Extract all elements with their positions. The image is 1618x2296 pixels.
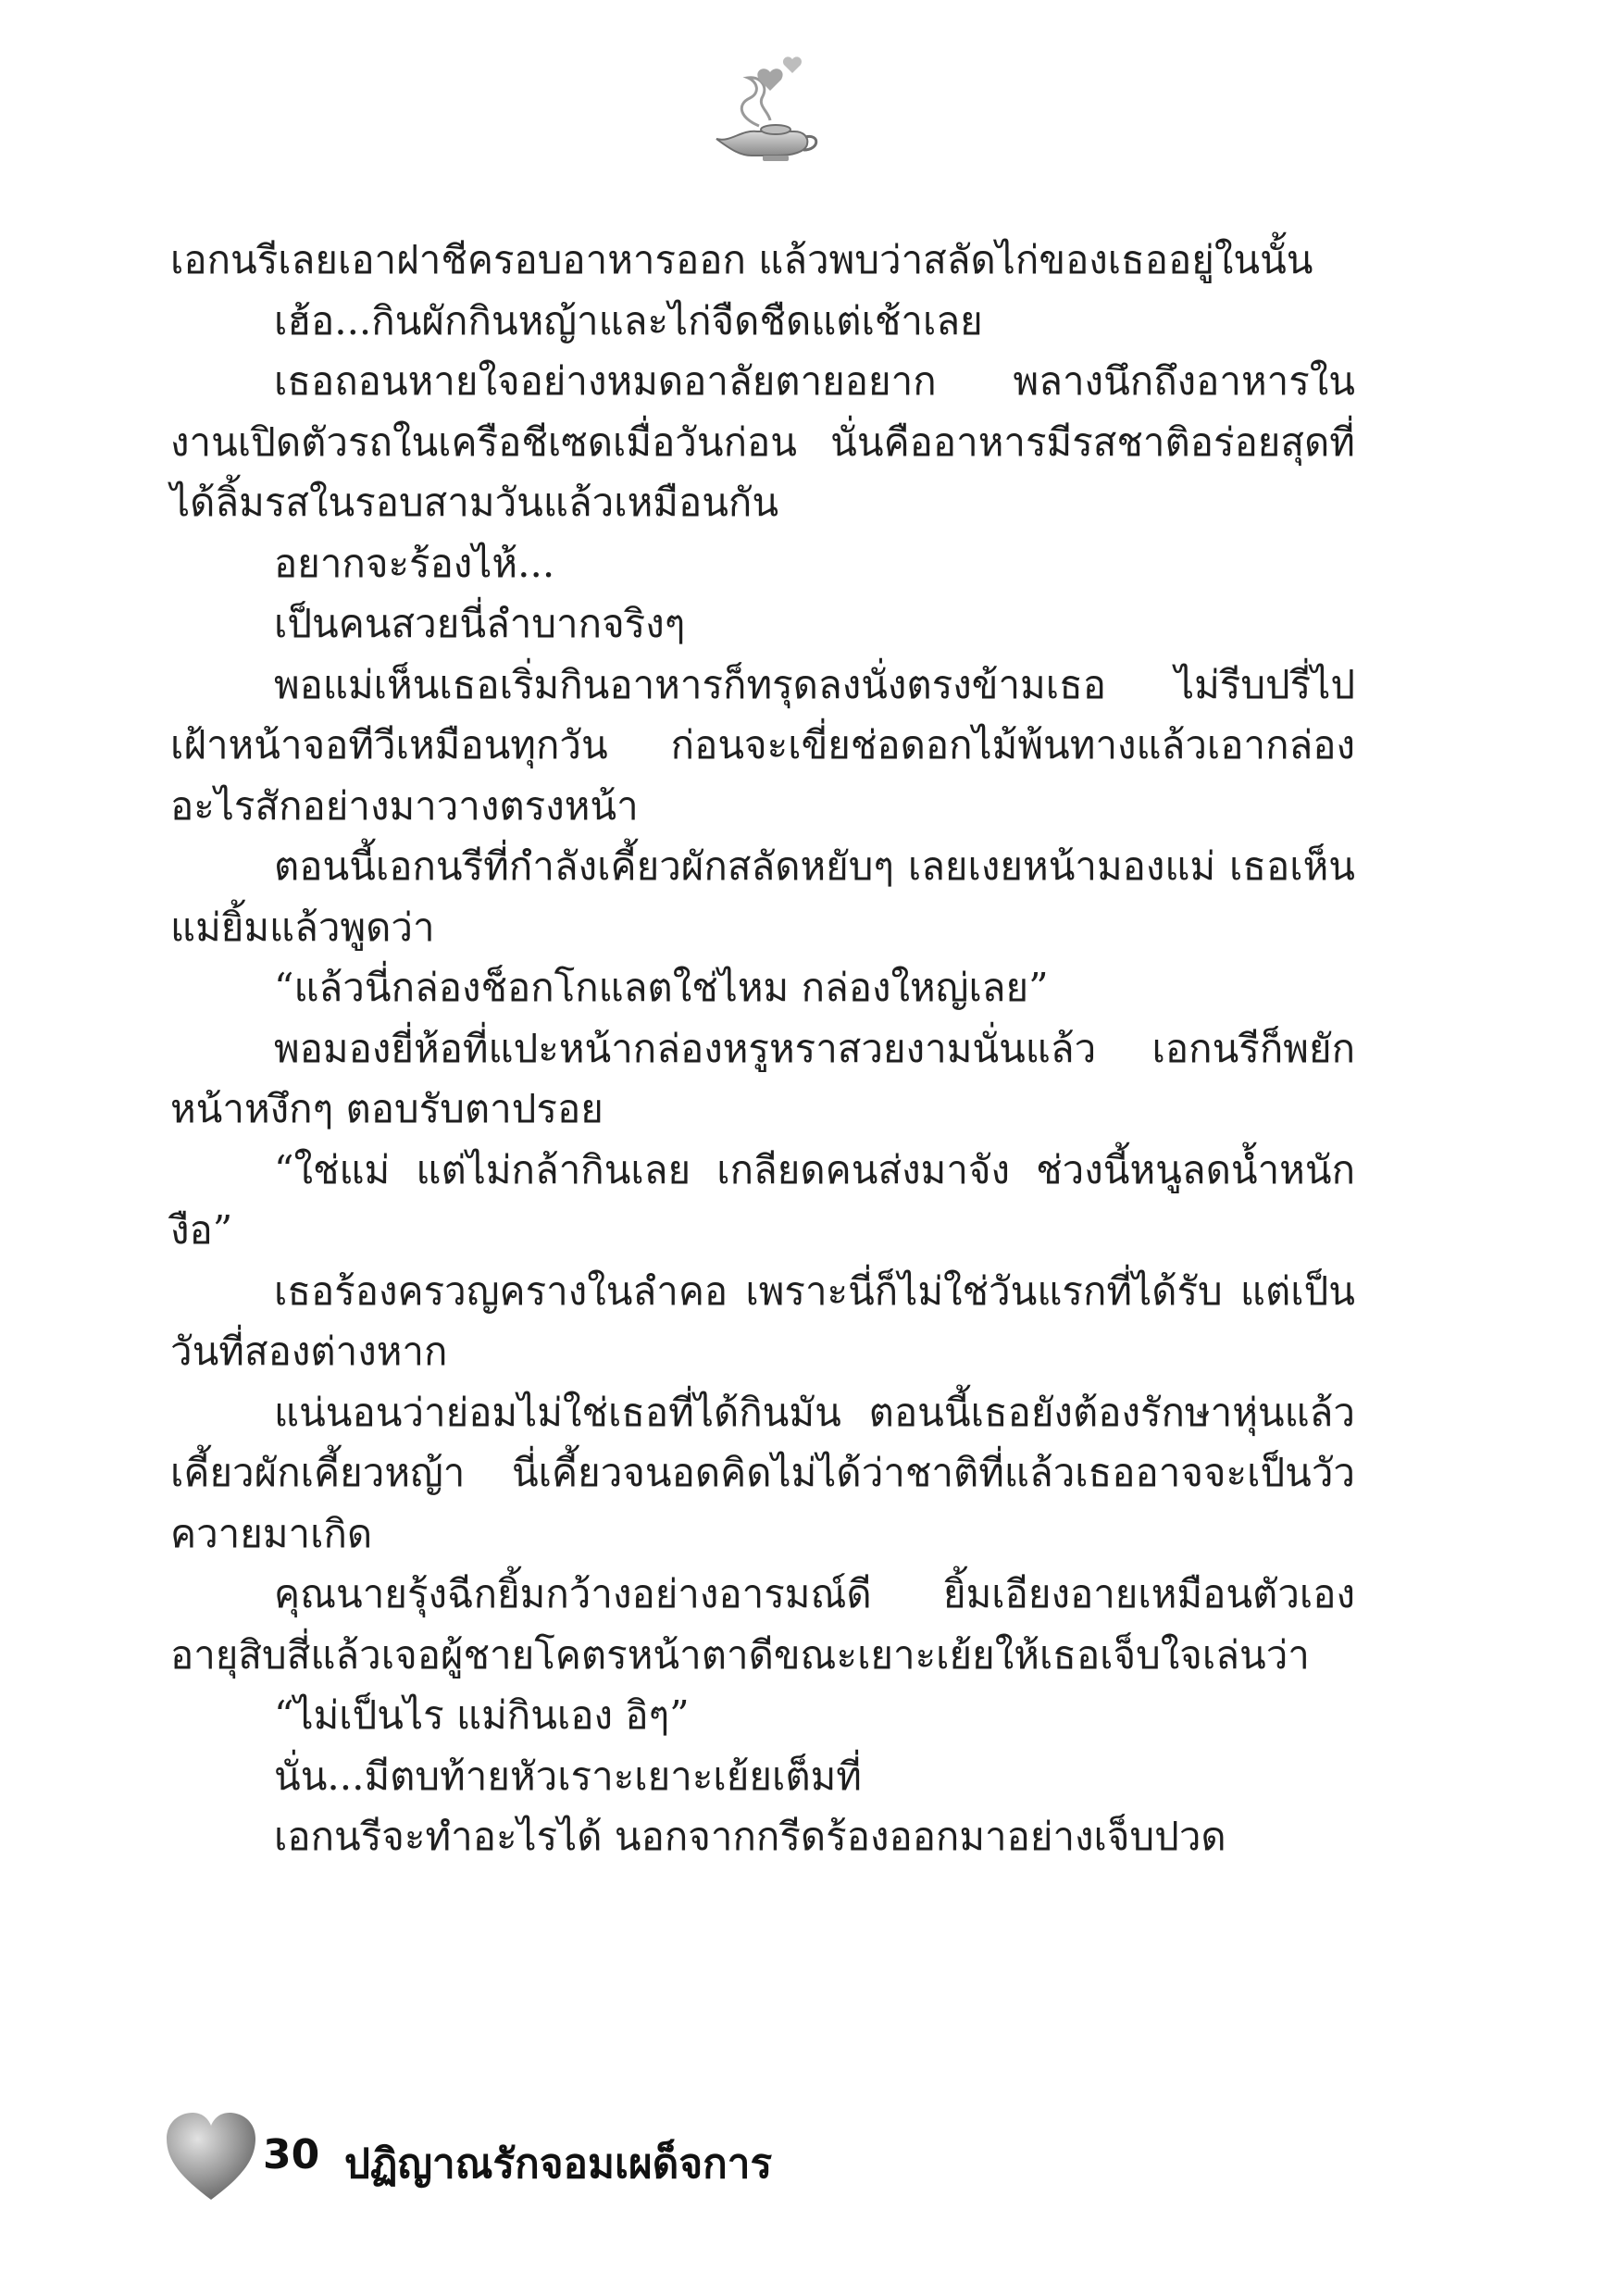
page-footer xyxy=(163,2109,1181,2211)
paragraph: เอกนรีจะทำอะไรได้ นอกจากกรีดร้องออกมาอย่างเจ็บปวด xyxy=(274,1814,1226,1859)
paragraph: เธอร้องครวญครางในลำคอ เพราะนี่ก็ไม่ใช่วันแรกที่ได้รับ แต่เป็นวันที่สองต่างหาก xyxy=(170,1267,1355,1374)
paragraph: นั่น...มีตบท้ายหัวเราะเยาะเย้ยเต็มที่ xyxy=(274,1753,862,1799)
paragraph: ตอนนี้เอกนรีที่กำลังเคี้ยวผักสลัดหยับๆ เลยเงยหน้ามองแม่ เธอเห็นแม่ยิ้มแล้วพูดว่า xyxy=(170,843,1355,950)
book-title: ปฏิญาณรักจอมเผด็จการ xyxy=(344,2140,773,2188)
genie-lamp-with-hearts-icon xyxy=(703,54,824,165)
paragraph: แน่นอนว่าย่อมไม่ใช่เธอที่ได้กินมัน ตอนนี้เธอยังต้องรักษาหุ่นแล้วเคี้ยวผักเคี้ยวหญ้า นี่เคี้ยวจนอดคิดไม่ได้ว่าชาติที่แล้วเธออาจจะเป็นวัวควายมาเกิด xyxy=(170,1389,1355,1556)
page-number: 30 xyxy=(263,2131,320,2178)
paragraph: “แล้วนี่กล่องช็อกโกแลตใช่ไหม กล่องใหญ่เลย” xyxy=(274,965,1049,1010)
paragraph: เธอถอนหายใจอย่างหมดอาลัยตายอยาก พลางนึกถึงอาหารในงานเปิดตัวรถในเครือชีเซดเมื่อวันก่อน นั่นคืออาหารมีรสชาติอร่อยสุดที่ได้ลิ้มรสในรอบสามวันแล้วเหมือนกัน xyxy=(170,358,1355,525)
paragraph: พอมองยี่ห้อที่แปะหน้ากล่องหรูหราสวยงามนั่นแล้ว เอกนรีก็พยักหน้าหงึกๆ ตอบรับตาปรอย xyxy=(170,1025,1355,1131)
paragraph: “ไม่เป็นไร แม่กินเอง อิๆ” xyxy=(274,1692,690,1738)
paragraph: คุณนายรุ้งฉีกยิ้มกว้างอย่างอารมณ์ดี ยิ้มเอียงอายเหมือนตัวเองอายุสิบสี่แล้วเจอผู้ชายโคตรหน้าตาดีขณะเยาะเย้ยให้เธอเจ็บใจเล่นว่า xyxy=(170,1571,1355,1678)
paragraph: เฮ้อ...กินผักกินหญ้าและไก่จืดชืดแต่เช้าเลย xyxy=(274,297,983,343)
paragraph: พอแม่เห็นเธอเริ่มกินอาหารก็ทรุดลงนั่งตรงข้ามเธอ ไม่รีบปรี่ไปเฝ้าหน้าจอทีวีเหมือนทุกวัน ก่อนจะเขี่ยช่อดอกไม้พ้นทางแล้วเอากล่องอะไรสักอย่างมาวางตรงหน้า xyxy=(170,661,1355,829)
paragraph: เอกนรีเลยเอาฝาชีครอบอาหารออก แล้วพบว่าสลัดไก่ของเธออยู่ในนั้น xyxy=(170,237,1313,282)
paragraph: “ใช่แม่ แต่ไม่กล้ากินเลย เกลียดคนส่งมาจัง ช่วงนี้หนูลดน้ำหนัก งือ” xyxy=(170,1146,1355,1253)
story-text xyxy=(170,230,1355,1867)
paragraph: เป็นคนสวยนี่ลำบากจริงๆ xyxy=(274,601,686,646)
paragraph: อยากจะร้องไห้... xyxy=(274,540,555,586)
heart-icon xyxy=(163,2109,259,2205)
